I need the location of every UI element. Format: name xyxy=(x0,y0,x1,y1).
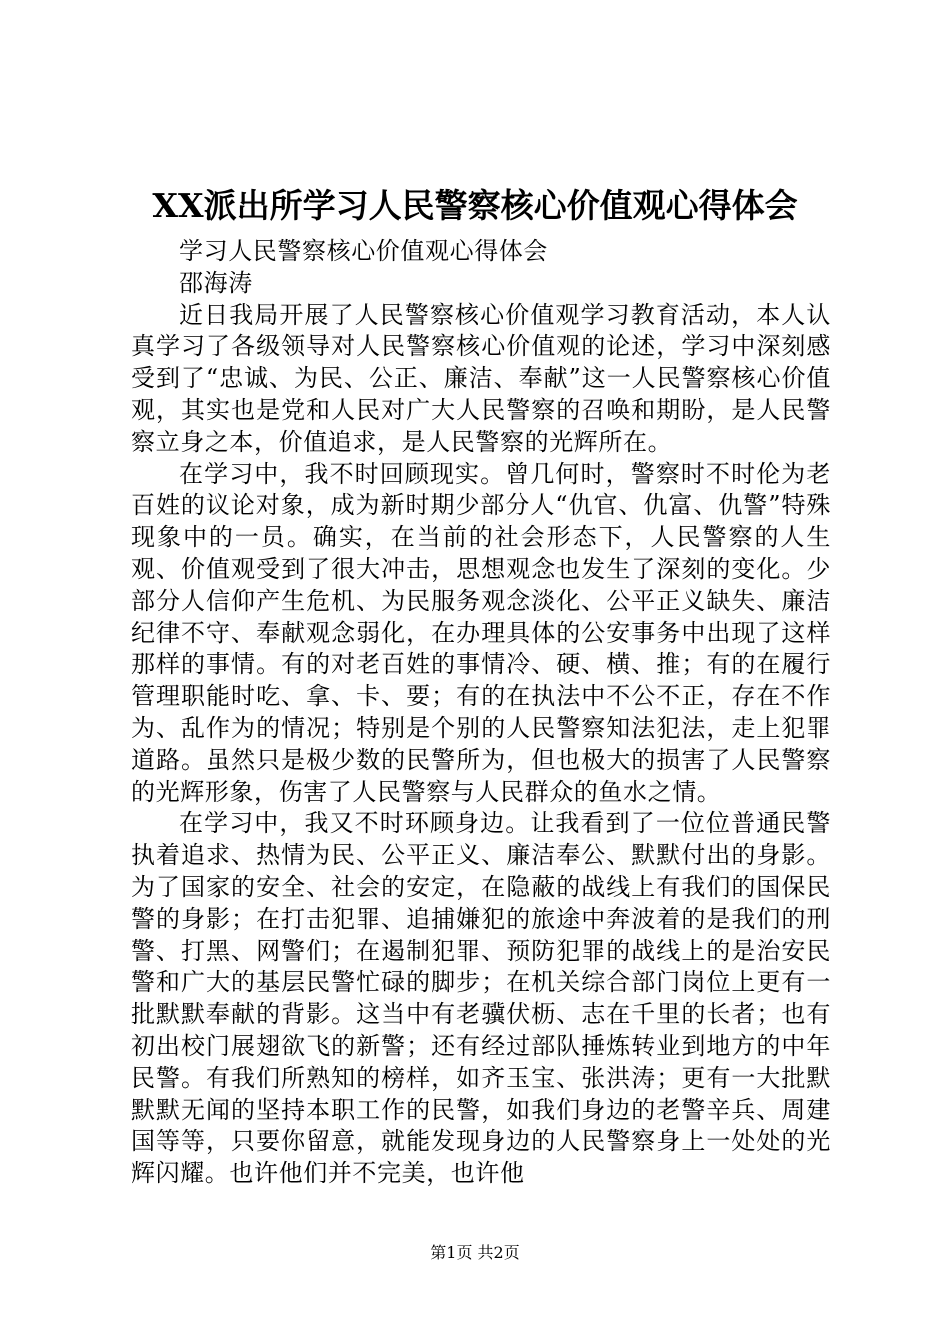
document-body xyxy=(131,236,831,1190)
document-subtitle: 学习人民警察核心价值观心得体会 xyxy=(179,237,548,265)
document-author: 邵海涛 xyxy=(179,268,253,297)
page-number-footer: 第1页 共2页 xyxy=(430,1243,520,1262)
body-paragraph: 近日我局开展了人民警察核心价值观学习教育活动，本人认真学习了各级领导对人民警察核心价值观的论述，学习中深刻感受到了“忠诚、为民、公正、廉洁、奉献”这一人民警察核心价值观，其实也是党和人民对广大人民警察的召唤和期盼，是人民警察立身之本，价值追求，是人民警察的光辉所在。 xyxy=(131,300,831,456)
body-paragraph: 在学习中，我又不时环顾身边。让我看到了一位位普通民警执着追求、热情为民、公平正义、廉洁奉公、默默付出的身影。为了国家的安全、社会的安定，在隐蔽的战线上有我们的国保民警的身影；在打击犯罪、追捕嫌犯的旅途中奔波着的是我们的刑警、打黑、网警们；在遏制犯罪、预防犯罪的战线上的是治安民警和广大的基层民警忙碌的脚步；在机关综合部门岗位上更有一批默默奉献的背影。这当中有老骥伏枥、志在千里的长者；也有初出校门展翅欲飞的新警；还有经过部队捶炼转业到地方的中年民警。有我们所熟知的榜样，如齐玉宝、张洪涛；更有一大批默默默无闻的坚持本职工作的民警，如我们身边的老警辛兵、周建国等等，只要你留意，就能发现身边的人民警察身上一处处的光辉闪耀。也许他们并不完美，也许他 xyxy=(131,809,831,1188)
body-paragraph: 在学习中，我不时回顾现实。曾几何时，警察时不时伦为老百姓的议论对象，成为新时期少部分人“仇官、仇富、仇警”特殊现象中的一员。确实，在当前的社会形态下，人民警察的人生观、价值观受到了很大冲击，思想观念也发生了深刻的变化。少部分人信仰产生危机、为民服务观念淡化、公平正义缺失、廉洁纪律不守、奉献观念弱化，在办理具体的公安事务中出现了这样那样的事情。有的对老百姓的事情冷、硬、横、推；有的在履行管理职能时吃、拿、卡、要；有的在执法中不公不正，存在不作为、乱作为的情况；特别是个别的人民警察知法犯法，走上犯罪道路。虽然只是极少数的民警所为，但也极大的损害了人民警察的光辉形象，伤害了人民警察与人民群众的鱼水之情。 xyxy=(131,459,831,806)
document-title: XX派出所学习人民警察核心价值观心得体会 xyxy=(152,186,798,225)
